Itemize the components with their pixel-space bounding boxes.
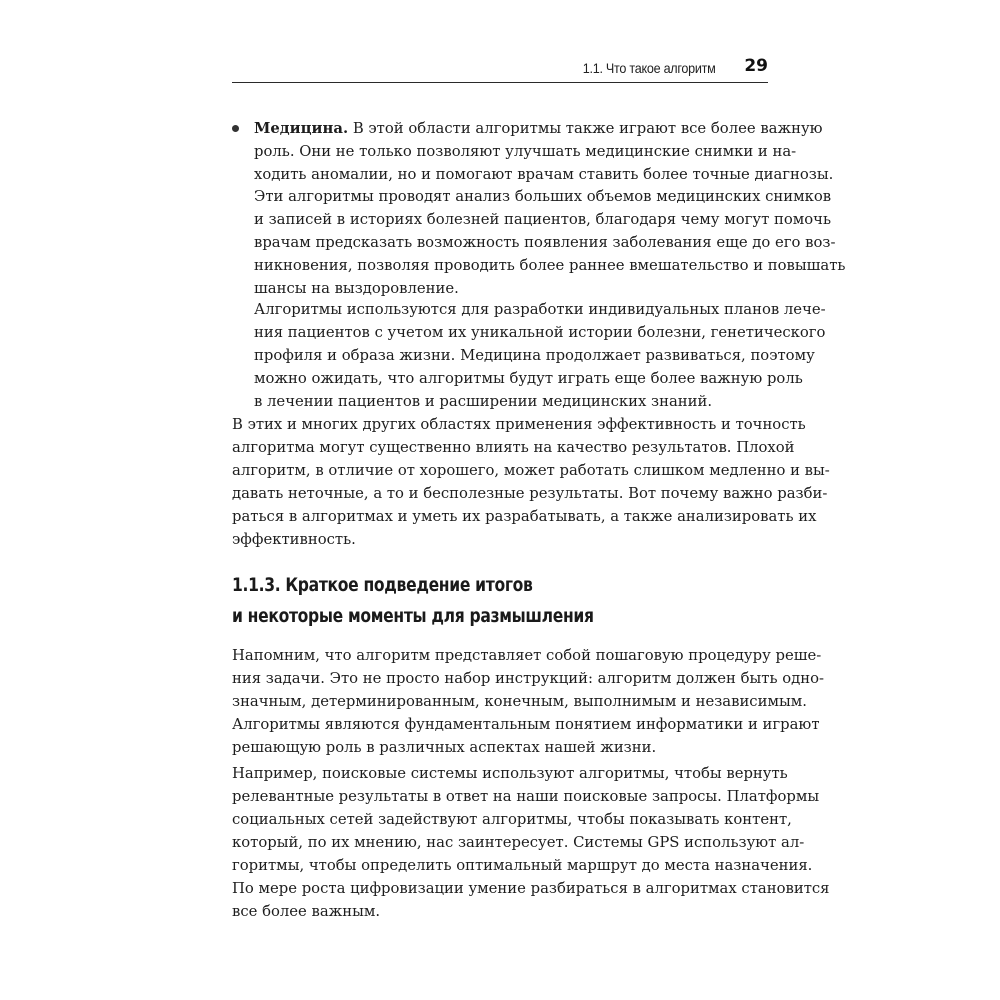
- text-line: давать неточные, а то и бесполезные результаты. Вот почему важно разби-: [232, 485, 828, 502]
- section-paragraph-1: [232, 644, 825, 759]
- text-line: врачам предсказать возможность появления заболевания еще до его воз-: [254, 234, 836, 251]
- text-line: По мере роста цифровизации умение разбираться в алгоритмах становится: [232, 880, 830, 897]
- text-line: в лечении пациентов и расширении медицинских знаний.: [254, 393, 713, 410]
- text-line: можно ожидать, что алгоритмы будут играть еще более важную роль: [254, 370, 803, 387]
- text-fragment: В этой области алгоритмы также играют все более важную: [348, 120, 823, 137]
- text-line: ния пациентов с учетом их уникальной истории болезни, генетического: [254, 324, 826, 341]
- text-line: В этих и многих других областях применения эффективность и точность: [232, 416, 806, 433]
- text-line: Алгоритмы являются фундаментальным понятием информатики и играют: [232, 716, 820, 733]
- text-line: эффективность.: [232, 531, 356, 548]
- text-line: который, по их мнению, нас заинтересует. Системы GPS используют ал-: [232, 834, 805, 851]
- text-line: горитмы, чтобы определить оптимальный маршрут до места назначения.: [232, 857, 813, 874]
- text-line: Напомним, что алгоритм представляет собой пошаговую процедуру реше-: [232, 647, 822, 664]
- text-line: решающую роль в различных аспектах нашей жизни.: [232, 739, 657, 756]
- text-line: Эти алгоритмы проводят анализ больших объемов медицинских снимков: [254, 188, 832, 205]
- text-line: ния задачи. Это не просто набор инструкций: алгоритм должен быть одно-: [232, 670, 825, 687]
- text-line: ходить аномалии, но и помогают врачам ставить более точные диагнозы.: [254, 166, 834, 183]
- page-number: 29: [744, 56, 768, 76]
- section-paragraph-2: [232, 762, 830, 923]
- bullet-paragraph-2: [254, 185, 846, 300]
- text-line: профиля и образа жизни. Медицина продолжает развиваться, поэтому: [254, 347, 815, 364]
- text-line: релевантные результаты в ответ на наши поисковые запросы. Платформы: [232, 788, 820, 805]
- summary-paragraph: [232, 413, 830, 551]
- text-line: значным, детерминированным, конечным, выполнимым и независимым.: [232, 693, 807, 710]
- text-line: раться в алгоритмах и уметь их разрабатывать, а также анализировать их: [232, 508, 817, 525]
- bullet-paragraph-medicine: [254, 117, 834, 186]
- bullet-term: Медицина.: [254, 120, 349, 137]
- bullet-dot-icon: [232, 125, 239, 132]
- text-line: алгоритма могут существенно влиять на качество результатов. Плохой: [232, 439, 795, 456]
- text-line: шансы на выздоровление.: [254, 280, 459, 297]
- text-line: Например, поисковые системы используют алгоритмы, чтобы вернуть: [232, 765, 788, 782]
- text-line: алгоритм, в отличие от хорошего, может работать слишком медленно и вы-: [232, 462, 830, 479]
- text-line: и записей в историях болезней пациентов, благодаря чему могут помочь: [254, 211, 832, 228]
- bullet-paragraph-3: [254, 298, 826, 413]
- text-line: Алгоритмы используются для разработки индивидуальных планов лече-: [254, 301, 826, 318]
- text-line: никновения, позволяя проводить более раннее вмешательство и повышать: [254, 257, 846, 274]
- running-header: [232, 54, 768, 83]
- text-line: роль. Они не только позволяют улучшать медицинские снимки и на-: [254, 143, 797, 160]
- running-title: 1.1. Что такое алгоритм: [583, 60, 716, 76]
- text-line: [254, 117, 823, 140]
- section-heading-line-2: и некоторые моменты для размышления: [232, 605, 594, 627]
- section-heading-line-1: 1.1.3. Краткое подведение итогов: [232, 574, 533, 596]
- text-line: все более важным.: [232, 903, 381, 920]
- text-line: социальных сетей задействуют алгоритмы, чтобы показывать контент,: [232, 811, 792, 828]
